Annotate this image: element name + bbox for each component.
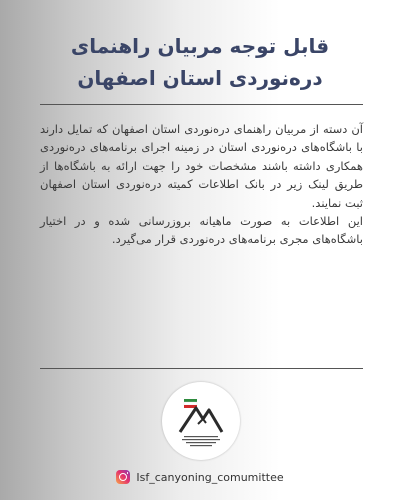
body-paragraph-1: آن دسته از مربیان راهنمای دره‌نوردی استان اصفهان که تمایل دارند با باشگاه‌های دره‌نوردی استان در زمینه اجرای برنامه‌های دره‌نوردی همکاری داشته باشند مشخصات خود را جهت ارائه به باشگاه‌ها از طریق لینک زیر در بانک اطلاعات کمیته دره‌نوردی استان اصفهان ثبت نمایند. (40, 122, 363, 210)
top-divider (40, 104, 363, 105)
page-title: قابل توجه مربیان راهنمای دره‌نوردی استان اصفهان (70, 34, 330, 90)
instagram-link[interactable] (0, 470, 400, 484)
bottom-divider (40, 368, 363, 369)
announcement-body (40, 120, 363, 249)
instagram-icon (116, 470, 130, 484)
mountain-flag-emblem-icon (162, 382, 240, 460)
committee-logo (162, 382, 240, 460)
instagram-handle[interactable]: Isf_canyoning_comumittee (136, 470, 284, 484)
body-paragraph-2: این اطلاعات به صورت ماهیانه بروزرسانی شده و در اختیار باشگاه‌های مجری برنامه‌های دره‌نوردی قرار می‌گیرد. (40, 214, 363, 247)
